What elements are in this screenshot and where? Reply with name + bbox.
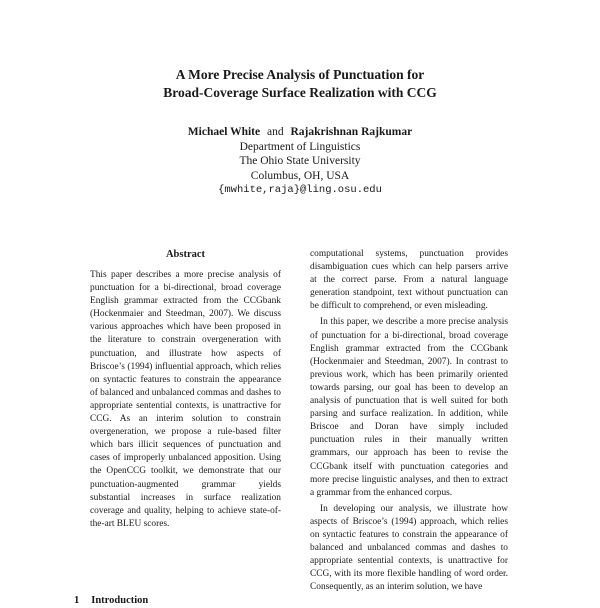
title-line-1: A More Precise Analysis of Punctuation for (175, 67, 425, 82)
affiliation-dept: Department of Linguistics (239, 140, 361, 153)
left-column (90, 248, 281, 531)
author-block (0, 125, 600, 198)
author-conjunction: and (266, 126, 284, 138)
title-line-2: Broad-Coverage Surface Realization with CCG (163, 85, 437, 100)
affiliation-city: Columbus, OH, USA (250, 169, 350, 182)
abstract-body: This paper describes a more precise analysis of punctuation for a bi-directional, broad coverage English grammar extracted from the CCGbank (Hockenmaier and Steedman, 2007). We discuss various approaches which have been proposed in the literature to constrain overgeneration with punctuation, and illustrate how aspects of Briscoe’s (1994) influential approach, which relies on syntactic features to constrain the appearance of balanced and unbalanced commas and dashes to appropriate sentential contexts, is unattractive for CCG. As an interim solution to constrain overgeneration, we propose a rule-based filter which bars illicit sequences of punctuation and cases of improperly unbalanced apposition. Using the OpenCCG toolkit, we demonstrate that our punctuation-augmented grammar yields substantial increases in surface realization coverage and quality, helping to achieve state-of-the-art BLEU scores. (90, 270, 281, 529)
right-column (310, 248, 508, 594)
author-email: {mwhite,raja}@ling.osu.edu (218, 184, 382, 196)
author-1: Michael White (187, 126, 261, 138)
section-title: Introduction (91, 595, 149, 606)
abstract-heading: Abstract (165, 249, 206, 260)
intro-paragraph-1: computational systems, punctuation provides disambiguation cues which can help parsers arrive at the correct parse. From a natural language generation standpoint, text without punctuation can be difficult to comprehend, or even misleading. (310, 249, 508, 312)
author-names (0, 125, 600, 140)
section-number: 1 (74, 595, 80, 606)
introduction-heading (74, 594, 148, 608)
author-2: Rajakrishnan Rajkumar (290, 126, 413, 138)
paper-title (0, 66, 600, 102)
intro-paragraph-2: In this paper, we describe a more precise analysis of punctuation for a bi-directional, broad coverage English grammar extracted from the CCGbank (Hockenmaier and Steedman, 2007). In contrast to previous work, which has been primarily oriented towards parsing, our goal has been to develop an analysis of punctuation that is well suited for both parsing and surface realization. In addition, while Briscoe and Doran have simply included punctuation rules in their manually written grammars, our approach has been to revise the CCGbank itself with punctuation categories and more precise linguistic analyses, and then to extract a grammar from the enhanced corpus. (310, 317, 508, 498)
affiliation-univ: The Ohio State University (239, 155, 361, 167)
intro-paragraph-3: In developing our analysis, we illustrate how aspects of Briscoe’s (1994) approach, which relies on syntactic features to constrain the appearance of balanced and unbalanced commas and dashes to appropriate sentential contexts, is unattractive for CCG, with its more flexible handling of word order. Consequently, as an interim solution, we have (310, 503, 508, 593)
